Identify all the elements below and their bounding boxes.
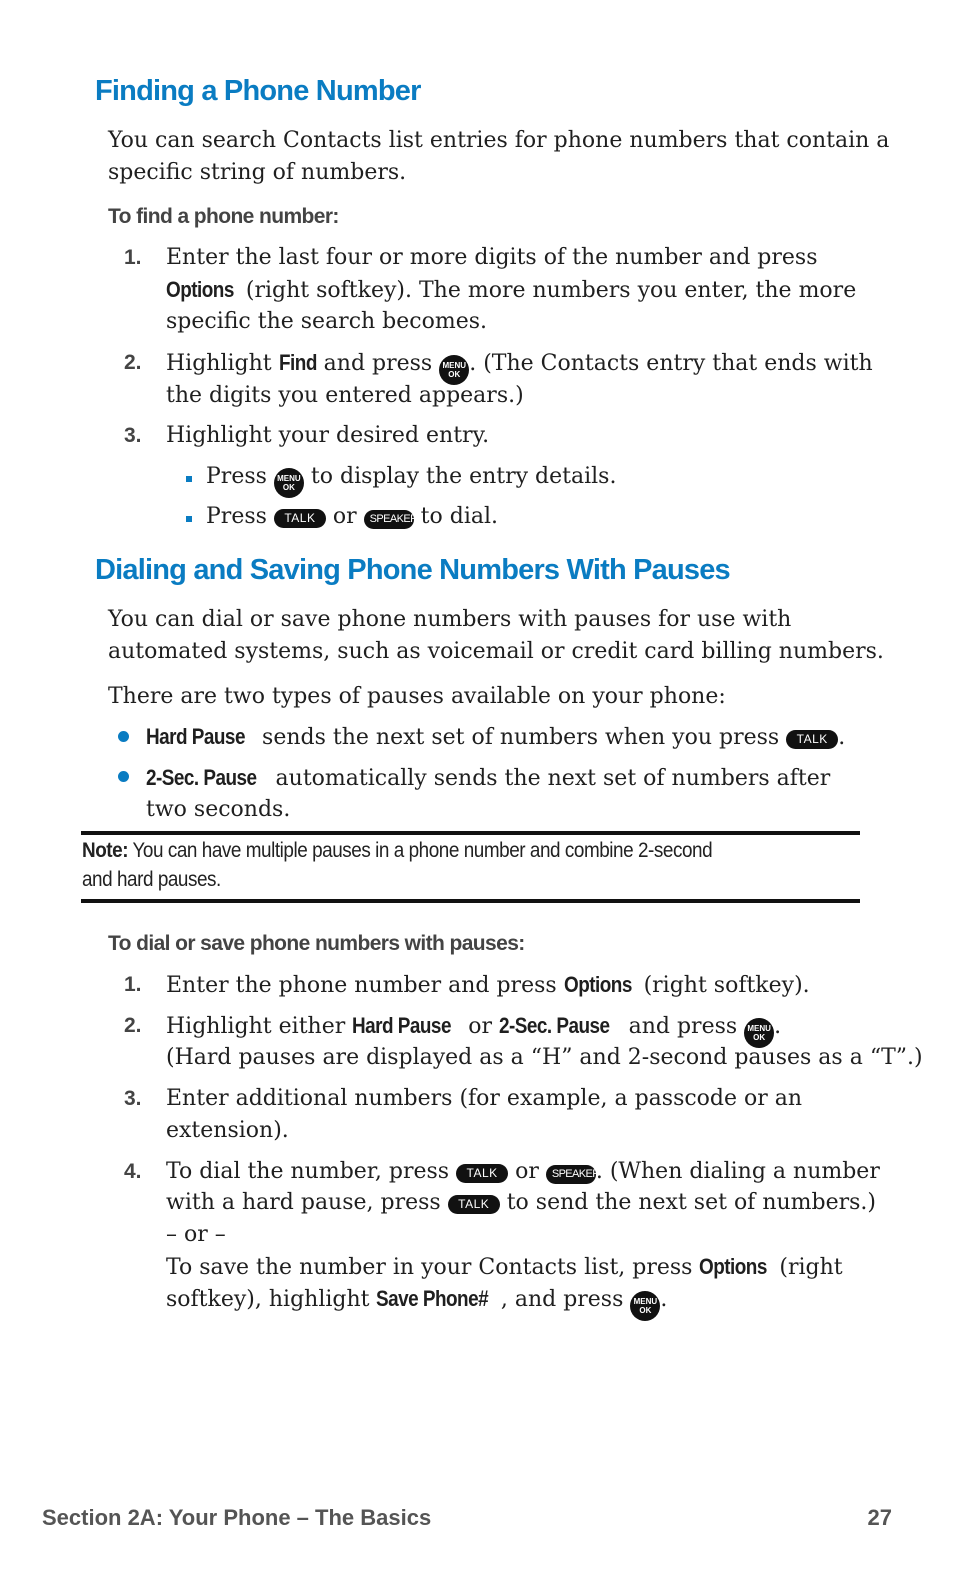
step-text: Enter the last four or more digits of the number and press	[166, 245, 818, 270]
talk-key-icon: TALK	[448, 1195, 500, 1214]
step-text: To dial the number, press TALK or SPEAKER. (When dialing a number	[166, 1159, 880, 1184]
step-text: Options (right softkey). The more numbers you enter, the more	[166, 274, 856, 307]
footer-page-number: 27	[867, 1505, 892, 1530]
subheading-find: To find a phone number:	[108, 205, 339, 228]
note-text: Note: You can have multiple pauses in a phone number and combine 2-second	[82, 839, 713, 862]
step-text: specific the search becomes.	[166, 309, 488, 334]
two-sec-pause-term: 2-Sec. Pause	[146, 765, 257, 790]
options-label: Options	[563, 972, 632, 997]
menu-ok-key-icon: MENU OK	[274, 468, 304, 498]
options-label: Options	[166, 277, 234, 302]
square-bullet-icon	[186, 476, 192, 482]
note-label: Note:	[82, 839, 129, 862]
step-number: 1.	[124, 246, 142, 269]
speaker-key-icon: SPEAKER	[546, 1165, 596, 1184]
step-text: Highlight your desired entry.	[166, 423, 490, 448]
step-text: Enter the phone number and press Options (right softkey).	[166, 969, 810, 1002]
note-bottom-rule	[81, 899, 860, 903]
subheading-dial: To dial or save phone numbers with pauses:	[108, 932, 525, 955]
step-text: Enter additional numbers (for example, a passcode or an	[166, 1086, 803, 1111]
intro-text-line: You can search Contacts list entries for phone numbers that contain a	[108, 128, 890, 153]
save-phone-label: Save Phone#	[376, 1286, 489, 1311]
bullet-text: two seconds.	[146, 797, 291, 822]
section-title-finding: Finding a Phone Number	[95, 75, 421, 107]
step-number: 2.	[124, 1014, 142, 1037]
menu-ok-key-icon: MENU OK	[439, 355, 469, 385]
talk-key-icon: TALK	[456, 1164, 508, 1183]
find-label: Find	[278, 350, 317, 375]
two-sec-pause-label: 2-Sec. Pause	[499, 1013, 610, 1038]
note-text: and hard pauses.	[82, 868, 221, 891]
round-bullet-icon	[118, 771, 129, 782]
step-number: 3.	[124, 424, 142, 447]
step-text: – or –	[166, 1222, 226, 1247]
step-number: 1.	[124, 973, 142, 996]
step-text: the digits you entered appears.)	[166, 383, 524, 408]
step-number: 4.	[124, 1160, 142, 1183]
menu-ok-key-icon: MENU OK	[744, 1018, 774, 1048]
sub-bullet-text: Press MENU OK to display the entry details.	[206, 461, 616, 498]
square-bullet-icon	[186, 516, 192, 522]
intro-text-line: specific string of numbers.	[108, 160, 407, 185]
options-label: Options	[699, 1254, 768, 1279]
talk-key-icon: TALK	[274, 509, 326, 528]
speaker-key-icon: SPEAKER	[364, 510, 414, 529]
step-text: extension).	[166, 1118, 289, 1143]
intro-text-line: automated systems, such as voicemail or credit card billing numbers.	[108, 639, 884, 664]
types-text: There are two types of pauses available on your phone:	[108, 684, 726, 709]
step-text: (Hard pauses are displayed as a “H” and 2-second pauses as a “T”.)	[166, 1045, 923, 1070]
step-text: Highlight Find and press MENU OK . (The Contacts entry that ends with	[166, 347, 873, 385]
step-text: softkey), highlight Save Phone# , and press MENU OK .	[166, 1283, 667, 1321]
step-number: 2.	[124, 351, 142, 374]
hard-pause-label: Hard Pause	[352, 1013, 452, 1038]
talk-key-icon: TALK	[786, 730, 838, 749]
sub-bullet-text: Press TALK or SPEAKER to dial.	[206, 504, 499, 529]
intro-text-line: You can dial or save phone numbers with pauses for use with	[108, 607, 792, 632]
step-number: 3.	[124, 1087, 142, 1110]
bullet-text: Hard Pause sends the next set of numbers when you press TALK .	[146, 721, 845, 754]
step-text: with a hard pause, press TALK to send the next set of numbers.)	[166, 1190, 877, 1215]
menu-ok-key-icon: MENU OK	[630, 1291, 660, 1321]
note-top-rule	[81, 831, 860, 835]
round-bullet-icon	[118, 731, 129, 742]
hard-pause-term: Hard Pause	[146, 724, 245, 749]
step-text: Highlight either Hard Pause or 2-Sec. Pause and press MENU OK .	[166, 1010, 781, 1048]
step-text: To save the number in your Contacts list, press Options (right	[166, 1251, 843, 1284]
bullet-text: 2-Sec. Pause automatically sends the next set of numbers after	[146, 762, 830, 795]
section-title-dialing: Dialing and Saving Phone Numbers With Pauses	[95, 554, 730, 586]
footer-section-title: Section 2A: Your Phone – The Basics	[42, 1505, 432, 1530]
